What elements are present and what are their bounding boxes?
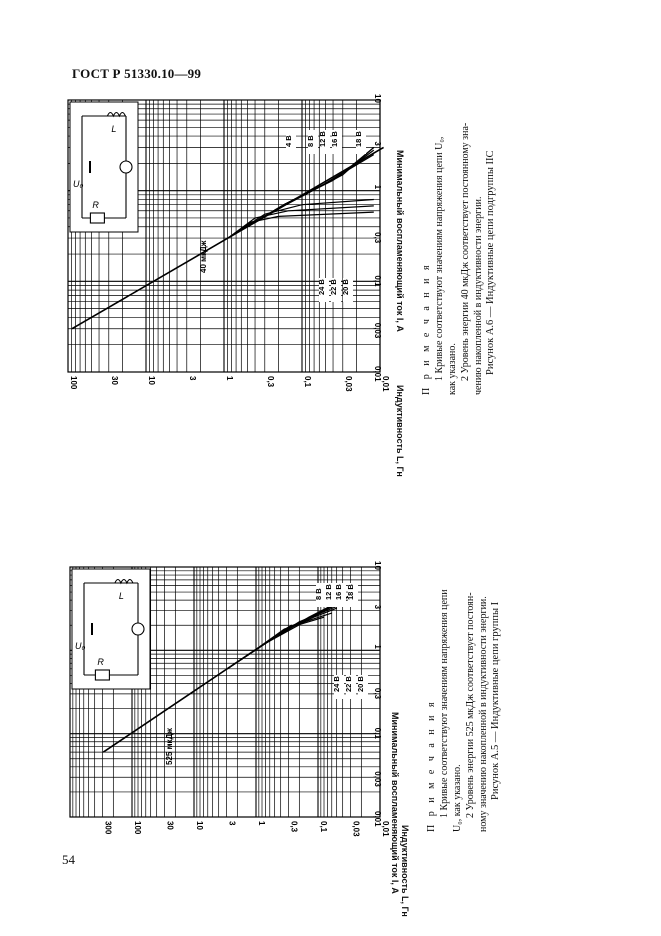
figure-a6-xlabel: Минимальный воспламеняющий ток I, А bbox=[395, 150, 405, 332]
energy-label: 525 мкДж bbox=[165, 728, 174, 765]
energy-label: 40 мкДж bbox=[199, 240, 208, 273]
y-tick-label: 0,1 bbox=[319, 821, 328, 833]
note1-line1: 1 Кривые соответствуют значениям напряжения цепи U₀, bbox=[434, 136, 445, 381]
notes-title: П р и м е ч а н и я bbox=[421, 262, 432, 395]
figure-a6-ylabel: Индуктивность L, Гн bbox=[395, 385, 405, 477]
figure-a5-caption: Рисунок А.5 — Индуктивные цепи группы I bbox=[490, 601, 501, 800]
resistor-symbol bbox=[95, 670, 109, 680]
series-label: 16 В bbox=[334, 584, 343, 600]
resistor-symbol bbox=[90, 213, 104, 223]
series-label: 18 В bbox=[354, 131, 363, 147]
series-label: 8 В bbox=[314, 588, 323, 600]
note1-line1: 1 Кривые соответствуют значениям напряжения цепи bbox=[439, 589, 450, 818]
x-tick-label: 0,1 bbox=[373, 727, 382, 739]
y-tick-label: 100 bbox=[69, 376, 78, 390]
y-tick-label: 1 bbox=[257, 821, 266, 826]
notes-title: П р и м е ч а н и я bbox=[426, 699, 437, 832]
series-label: 22 В bbox=[329, 279, 338, 295]
x-tick-label: 0,01 bbox=[373, 366, 382, 382]
series-label: 12 В bbox=[324, 584, 333, 600]
note1-line2: U₀, как указано. bbox=[452, 764, 463, 832]
y-tick-label: 0,03 bbox=[351, 821, 361, 837]
x-tick-label: 0,03 bbox=[373, 771, 382, 787]
y-tick-label: 0,3 bbox=[265, 376, 275, 388]
y-tick-label: 10 bbox=[147, 376, 156, 385]
series-label: 22 В bbox=[344, 676, 353, 692]
series-line bbox=[227, 604, 342, 669]
u-label: U₀ bbox=[73, 179, 84, 189]
y-tick-label: 0,1 bbox=[303, 376, 312, 388]
u-label: U₀ bbox=[75, 641, 86, 651]
series-line bbox=[228, 200, 374, 239]
y-tick-label: 3 bbox=[227, 821, 237, 826]
y-tick-label: 0,3 bbox=[289, 821, 299, 833]
series-line bbox=[227, 613, 331, 669]
x-tick-label: 3 bbox=[373, 141, 382, 146]
y-tick-label: 0,03 bbox=[343, 376, 353, 392]
series-label: 20 В bbox=[356, 676, 365, 692]
x-tick-label: 1 bbox=[373, 184, 382, 190]
document-header: ГОСТ Р 51330.10—99 bbox=[72, 66, 202, 81]
note1-line2: как указано. bbox=[447, 343, 458, 395]
y-tick-label: 100 bbox=[133, 821, 142, 835]
series-label: 4 В bbox=[284, 135, 293, 147]
spark-gap-icon bbox=[120, 161, 132, 173]
page-number: 54 bbox=[62, 852, 75, 867]
series-label: 12 В bbox=[318, 131, 327, 147]
y-tick-label: 1 bbox=[225, 376, 234, 381]
figure-a5-xlabel: Минимальный воспламеняющий ток I, А bbox=[390, 712, 400, 894]
series-label: 18 В bbox=[346, 584, 355, 600]
figure-a5-notes bbox=[425, 589, 490, 832]
figure-a6-caption: Рисунок А.6 — Индуктивные цепи подгруппы IIC bbox=[485, 150, 496, 375]
figure-a5-ylabel: Индуктивность L, Гн bbox=[400, 825, 410, 917]
spark-gap-icon bbox=[132, 623, 144, 635]
series-label: 24 В bbox=[332, 676, 341, 692]
y-tick-label: 0,01 bbox=[381, 376, 390, 392]
l-label: L bbox=[118, 591, 124, 601]
figure-a6-notes bbox=[420, 123, 485, 395]
y-tick-label: 30 bbox=[165, 821, 175, 830]
note2-line1: 2 Уровень энергии 525 мкДж соответствует постоян- bbox=[465, 592, 476, 818]
figure-a5-chart bbox=[68, 561, 390, 837]
x-tick-label: 0,03 bbox=[373, 322, 382, 339]
y-tick-label: 0,01 bbox=[381, 821, 390, 837]
x-tick-label: 0,01 bbox=[373, 811, 382, 827]
x-tick-label: 10 bbox=[373, 561, 382, 570]
x-tick-label: 3 bbox=[373, 604, 382, 610]
note2-line2: ному значению накопленной в индуктивности энергии. bbox=[478, 596, 489, 832]
series-label: 20 В bbox=[341, 279, 350, 295]
y-tick-label: 10 bbox=[195, 821, 204, 830]
series-label: 16 В bbox=[330, 131, 339, 147]
l-label: L bbox=[111, 124, 117, 134]
note2-line1: 2 Уровень энергии 40 мкДж соответствует постоянному зна- bbox=[460, 122, 471, 381]
y-tick-label: 30 bbox=[109, 376, 119, 385]
y-tick-label: 3 bbox=[187, 376, 197, 381]
note2-line2: чению накопленной в индуктивности энергии. bbox=[473, 196, 484, 395]
x-tick-label: 0,3 bbox=[373, 232, 382, 244]
r-label: R bbox=[97, 657, 104, 667]
y-tick-label: 300 bbox=[103, 821, 113, 835]
series-label: 8 В bbox=[306, 135, 315, 147]
figure-a5-svg bbox=[68, 561, 390, 837]
x-tick-label: 0,3 bbox=[373, 687, 382, 700]
r-label: R bbox=[92, 200, 99, 210]
x-tick-label: 10 bbox=[373, 94, 382, 103]
figure-a6-svg bbox=[66, 94, 390, 392]
series-label: 24 В bbox=[317, 279, 326, 295]
x-tick-label: 1 bbox=[373, 644, 382, 649]
x-tick-label: 0,1 bbox=[373, 275, 382, 287]
figure-a6-chart bbox=[66, 94, 390, 392]
series-line bbox=[228, 155, 374, 239]
